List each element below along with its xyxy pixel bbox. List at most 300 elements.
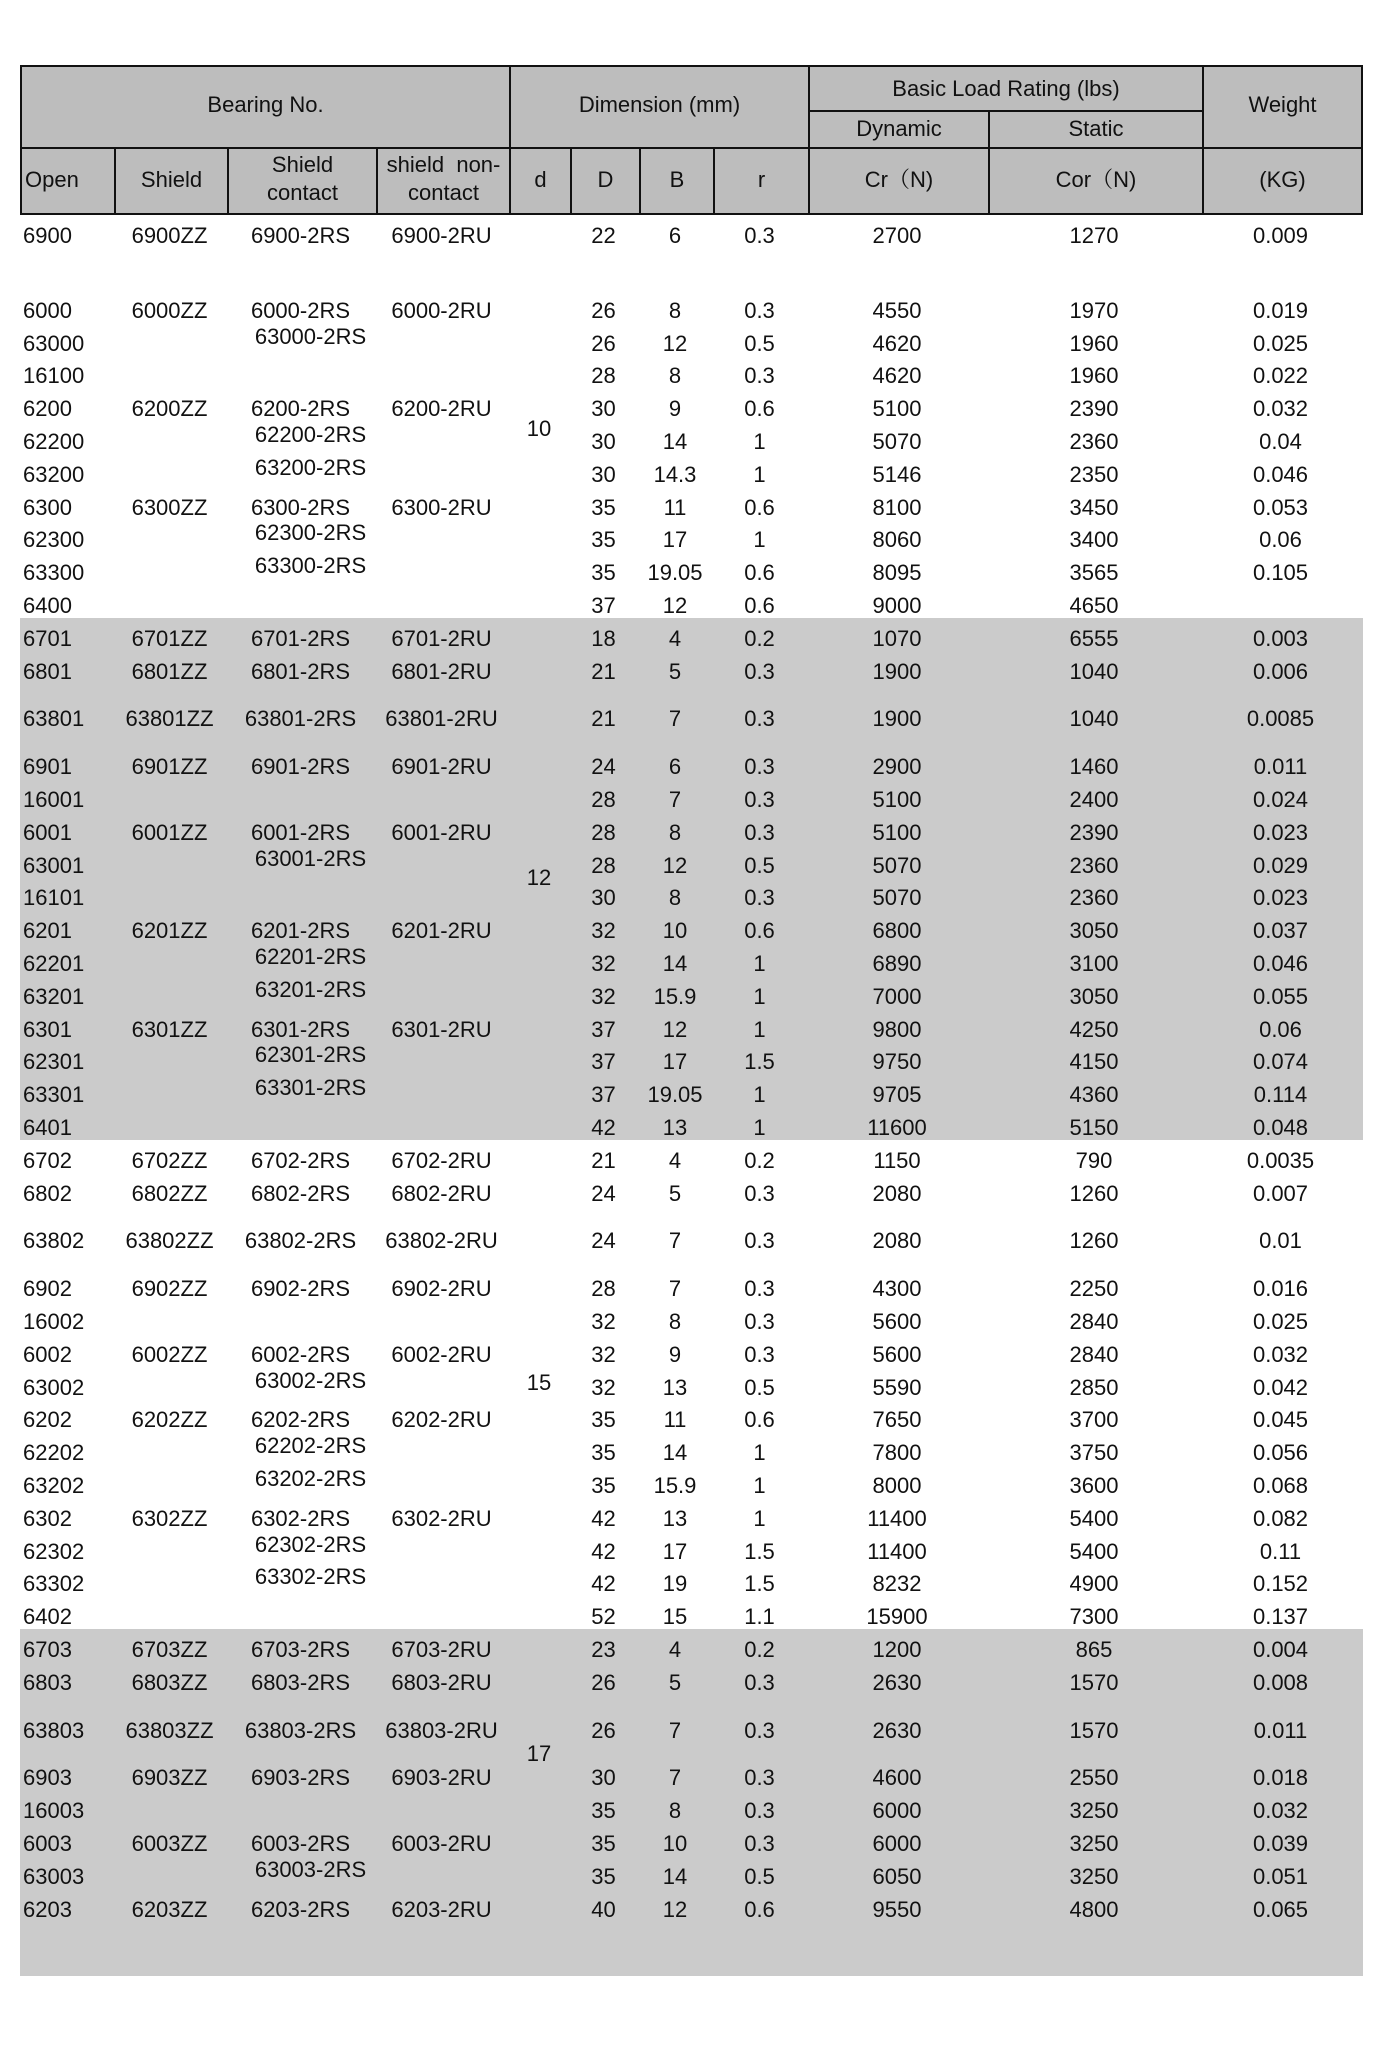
cell-D: 24: [591, 1181, 616, 1206]
cell-D: 28: [591, 820, 616, 845]
cell-open: 63001: [23, 853, 85, 878]
cell-kg: 0.051: [1252, 1864, 1309, 1889]
cell-B: 5: [668, 659, 682, 684]
cell-r: 0.3: [744, 1765, 775, 1790]
cell-open: 16100: [23, 363, 85, 388]
cell-D: 35: [591, 527, 616, 552]
cell-shield: 6202ZZ: [131, 1407, 208, 1432]
cell-B: 7: [668, 706, 682, 731]
cell-noncontact: 6803-2RU: [391, 1670, 492, 1695]
cell-open: 6903: [23, 1765, 72, 1790]
cell-seal-merged: [114, 1496, 507, 1528]
cell-cr: 6000: [872, 1831, 922, 1856]
cell-cr: 11400: [867, 1539, 927, 1564]
cell-r: 0.3: [744, 706, 775, 731]
cell-r: 0.5: [744, 853, 775, 878]
cell-kg: 0.023: [1252, 820, 1309, 845]
cell-shield: 6003ZZ: [131, 1831, 208, 1856]
cell-seal-merged: [114, 1594, 507, 1626]
cell-D: 26: [591, 298, 616, 323]
cell-cr: 9000: [872, 593, 922, 618]
cell-open: 6702: [23, 1148, 72, 1173]
cell-seal-merged: [114, 908, 507, 940]
cell-kg: 0.06: [1259, 527, 1302, 552]
cell-cr: 7000: [872, 984, 922, 1009]
cell-B: 14: [662, 1864, 688, 1889]
cell-cor: 2360: [1069, 885, 1119, 910]
cell-open: 6803: [23, 1670, 72, 1695]
cell-kg: 0.009: [1252, 223, 1309, 248]
cell-cr: 1200: [872, 1637, 922, 1662]
cell-B: 12: [662, 853, 688, 878]
table-row: [20, 656, 1363, 688]
table-header: [20, 65, 1363, 215]
cell-r: 0.3: [744, 1670, 775, 1695]
cell-cor: 4650: [1069, 593, 1119, 618]
cell-cor: 5150: [1069, 1115, 1119, 1140]
header-noncontact-1: shield non-: [386, 152, 501, 177]
cell-noncontact: 6003-2RU: [391, 1831, 492, 1856]
cell-kg: 0.01: [1259, 1228, 1302, 1253]
cell-kg: 0.008: [1252, 1670, 1309, 1695]
cell-seal-merged: [114, 213, 507, 245]
cell-r: 1: [753, 527, 766, 552]
cell-cor: 2390: [1069, 396, 1119, 421]
cell-shield: 6702ZZ: [131, 1148, 208, 1173]
cell-r: 0.6: [744, 593, 775, 618]
cell-r: 1.5: [744, 1571, 775, 1596]
cell-noncontact: 6002-2RU: [391, 1342, 492, 1367]
cell-kg: 0.055: [1252, 984, 1309, 1009]
cell-cor: 3250: [1069, 1864, 1119, 1889]
cell-kg: 0.137: [1252, 1604, 1309, 1629]
cell-r: 0.3: [744, 787, 775, 812]
cell-seal-merged: [114, 1708, 507, 1740]
cell-kg: 0.011: [1253, 754, 1308, 779]
cell-kg: 0.032: [1252, 1342, 1309, 1367]
cell-open: 62301: [23, 1049, 85, 1074]
cell-kg: 0.045: [1252, 1407, 1309, 1432]
cell-shield: 6902ZZ: [131, 1276, 208, 1301]
cell-open: 6200: [23, 396, 72, 421]
cell-B: 12: [662, 331, 688, 356]
cell-contact: 6902-2RS: [250, 1276, 351, 1301]
cell-cor: 4800: [1069, 1897, 1119, 1922]
cell-cor: 2850: [1069, 1375, 1119, 1400]
cell-cor: 2840: [1069, 1309, 1119, 1334]
header-dimension: Dimension (mm): [578, 92, 741, 117]
cell-D: 30: [591, 396, 616, 421]
cell-seal-merged: [114, 1266, 507, 1298]
cell-kg: 0.023: [1252, 885, 1309, 910]
cell-cr: 5146: [872, 462, 922, 487]
cell-cr: 5070: [872, 853, 922, 878]
cell-shield: 6801ZZ: [131, 659, 208, 684]
header-D: D: [597, 167, 614, 192]
cell-B: 9: [668, 1342, 682, 1367]
cell-B: 6: [668, 223, 682, 248]
cell-open: 6000: [23, 298, 72, 323]
cell-seal-merged: [114, 485, 507, 517]
cell-B: 4: [668, 626, 682, 651]
cell-cr: 6890: [872, 951, 922, 976]
cell-seal-merged: [114, 1171, 507, 1203]
cell-B: 7: [668, 1718, 682, 1743]
header-r: r: [757, 167, 766, 192]
cell-shield: 6201ZZ: [131, 918, 208, 943]
cell-r: 0.3: [744, 1342, 775, 1367]
cell-kg: 0.046: [1252, 462, 1309, 487]
cell-cr: 5070: [872, 885, 922, 910]
cell-cor: 5400: [1069, 1506, 1119, 1531]
cell-contact: 6802-2RS: [250, 1181, 351, 1206]
cell-B: 12: [662, 593, 688, 618]
cell-shield: 6300ZZ: [131, 495, 208, 520]
cell-noncontact: 6902-2RU: [391, 1276, 492, 1301]
cell-cor: 865: [1075, 1637, 1113, 1662]
cell-contact: 6803-2RS: [250, 1670, 351, 1695]
cell-D: 24: [591, 754, 616, 779]
cell-B: 4: [668, 1637, 682, 1662]
header-load-rating: Basic Load Rating (lbs): [892, 76, 1120, 101]
cell-seal-merged: 62202-2RS: [254, 1433, 367, 1458]
cell-cor: 2360: [1069, 853, 1119, 878]
cell-cr: 2080: [872, 1228, 922, 1253]
cell-D: 23: [591, 1637, 616, 1662]
cell-contact: 6002-2RS: [250, 1342, 351, 1367]
cell-open: 6001: [23, 820, 72, 845]
cell-kg: 0.0035: [1246, 1148, 1315, 1173]
cell-noncontact: 6301-2RU: [391, 1017, 492, 1042]
cell-seal-merged: 63302-2RS: [254, 1564, 367, 1589]
cell-cr: 5100: [872, 396, 922, 421]
cell-r: 0.6: [744, 918, 775, 943]
cell-B: 13: [662, 1375, 688, 1400]
cell-D: 21: [591, 706, 616, 731]
cell-r: 0.3: [744, 298, 775, 323]
cell-B: 14: [662, 1440, 688, 1465]
cell-kg: 0.068: [1252, 1473, 1309, 1498]
cell-D: 42: [591, 1539, 616, 1564]
cell-r: 0.2: [744, 1637, 775, 1662]
cell-cr: 4550: [872, 298, 922, 323]
cell-kg: 0.053: [1252, 495, 1309, 520]
cell-D: 32: [591, 1309, 616, 1334]
cell-open: 6300: [23, 495, 72, 520]
cell-cr: 1900: [872, 659, 922, 684]
cell-cr: 9550: [872, 1897, 922, 1922]
cell-cr: 9750: [872, 1049, 922, 1074]
cell-noncontact: 6702-2RU: [391, 1148, 492, 1173]
cell-cr: 5590: [872, 1375, 922, 1400]
cell-D: 37: [591, 1049, 616, 1074]
cell-B: 10: [662, 1831, 688, 1856]
cell-noncontact: 6701-2RU: [391, 626, 492, 651]
cell-open: 62201: [23, 951, 85, 976]
table-row: [20, 1667, 1363, 1699]
cell-cr: 4600: [872, 1765, 922, 1790]
cell-B: 15: [662, 1604, 688, 1629]
table-row: [20, 1178, 1363, 1210]
cell-seal-merged: [114, 353, 507, 385]
cell-cor: 3100: [1069, 951, 1119, 976]
header-bearing-no: Bearing No.: [207, 92, 324, 117]
cell-D: 18: [591, 626, 616, 651]
cell-seal-merged: 62201-2RS: [254, 944, 367, 969]
cell-shield: 6203ZZ: [131, 1897, 208, 1922]
cell-noncontact: 6300-2RU: [391, 495, 492, 520]
cell-shield: 6200ZZ: [131, 396, 208, 421]
cell-r: 0.3: [744, 1798, 775, 1823]
cell-seal-merged: [114, 1299, 507, 1331]
cell-r: 0.3: [744, 1181, 775, 1206]
cell-seal-merged: [114, 1887, 507, 1919]
cell-r: 1: [753, 1506, 766, 1531]
cell-r: 0.3: [744, 223, 775, 248]
cell-D: 30: [591, 462, 616, 487]
cell-contact: 6801-2RS: [250, 659, 351, 684]
header-open: Open: [25, 167, 79, 192]
cell-cor: 3050: [1069, 984, 1119, 1009]
cell-B: 7: [668, 1765, 682, 1790]
cell-cr: 15900: [866, 1604, 928, 1629]
header-B: B: [669, 167, 685, 192]
cell-r: 0.3: [744, 754, 775, 779]
cell-noncontact: 6200-2RU: [391, 396, 492, 421]
cell-open: 63003: [23, 1864, 85, 1889]
cell-open: 6201: [23, 918, 72, 943]
table-row: [20, 1715, 1363, 1747]
cell-shield: 6803ZZ: [131, 1670, 208, 1695]
cell-cor: 3450: [1069, 495, 1119, 520]
cell-cor: 2390: [1069, 820, 1119, 845]
cell-shield: 6000ZZ: [131, 298, 208, 323]
cell-D: 28: [591, 853, 616, 878]
cell-B: 8: [668, 1309, 682, 1334]
header-shield-contact-2: contact: [267, 180, 338, 205]
cell-kg: 0.048: [1252, 1115, 1309, 1140]
cell-B: 19: [662, 1571, 688, 1596]
cell-cr: 11600: [867, 1115, 927, 1140]
cell-B: 6: [668, 754, 682, 779]
cell-contact: 6901-2RS: [250, 754, 351, 779]
cell-D: 37: [591, 593, 616, 618]
cell-noncontact: 6203-2RU: [391, 1897, 492, 1922]
cell-B: 7: [668, 1276, 682, 1301]
cell-noncontact: 6000-2RU: [391, 298, 492, 323]
cell-B: 19.05: [647, 1082, 703, 1107]
cell-kg: 0.029: [1252, 853, 1309, 878]
cell-open: 6901: [23, 754, 72, 779]
cell-contact: 6703-2RS: [250, 1637, 351, 1662]
cell-D: 35: [591, 1864, 616, 1889]
cell-kg: 0.056: [1252, 1440, 1309, 1465]
cell-cor: 5400: [1069, 1539, 1119, 1564]
cell-open: 63201: [23, 984, 85, 1009]
cell-r: 0.3: [744, 1309, 775, 1334]
cell-contact: 6301-2RS: [250, 1017, 351, 1042]
cell-seal-merged: 62200-2RS: [254, 422, 367, 447]
cell-open: 6802: [23, 1181, 72, 1206]
cell-contact: 6300-2RS: [250, 495, 351, 520]
cell-r: 1: [753, 951, 766, 976]
cell-shield: 6703ZZ: [131, 1637, 208, 1662]
cell-seal-merged: [114, 810, 507, 842]
cell-open: 6703: [23, 1637, 72, 1662]
cell-contact: 6201-2RS: [250, 918, 351, 943]
cell-kg: 0.022: [1252, 363, 1309, 388]
cell-seal-merged: [114, 1627, 507, 1659]
cell-B: 11: [663, 495, 687, 520]
cell-noncontact: 6801-2RU: [391, 659, 492, 684]
cell-cor: 1970: [1069, 298, 1119, 323]
cell-B: 12: [662, 1897, 688, 1922]
cell-B: 17: [662, 1539, 688, 1564]
cell-B: 9: [668, 396, 682, 421]
cell-r: 0.3: [744, 659, 775, 684]
cell-noncontact: 6901-2RU: [391, 754, 492, 779]
cell-D: 32: [591, 951, 616, 976]
cell-shield: 6903ZZ: [131, 1765, 208, 1790]
cell-noncontact: 6001-2RU: [391, 820, 492, 845]
cell-cor: 1960: [1069, 331, 1119, 356]
cell-seal-merged: [114, 1007, 507, 1039]
cell-open: 16002: [23, 1309, 85, 1334]
cell-D: 52: [591, 1604, 616, 1629]
cell-cor: 1040: [1069, 659, 1119, 684]
cell-noncontact: 6202-2RU: [391, 1407, 492, 1432]
cell-seal-merged: 63001-2RS: [254, 846, 367, 871]
cell-r: 0.3: [744, 1831, 775, 1856]
cell-kg: 0.082: [1252, 1506, 1309, 1531]
cell-open: 6203: [23, 1897, 72, 1922]
cell-shield: 6302ZZ: [131, 1506, 208, 1531]
cell-seal-merged: 63301-2RS: [254, 1075, 367, 1100]
cell-cr: 4620: [872, 331, 922, 356]
cell-cor: 2250: [1069, 1276, 1119, 1301]
cell-open: 16001: [23, 787, 85, 812]
cell-shield: 6001ZZ: [131, 820, 208, 845]
cell-D: 30: [591, 429, 616, 454]
cell-cr: 8232: [872, 1571, 922, 1596]
cell-seal-merged: [114, 1138, 507, 1170]
cell-seal-merged: 62300-2RS: [254, 520, 367, 545]
cell-shield: 6900ZZ: [131, 223, 208, 248]
cell-contact: 6702-2RS: [250, 1148, 351, 1173]
cell-D: 22: [591, 223, 616, 248]
cell-D: 21: [591, 659, 616, 684]
cell-B: 14: [662, 429, 688, 454]
cell-D: 37: [591, 1082, 616, 1107]
cell-cr: 11400: [867, 1506, 927, 1531]
cell-B: 19.05: [647, 560, 703, 585]
cell-seal-merged: [114, 1105, 507, 1137]
cell-noncontact: 6302-2RU: [391, 1506, 492, 1531]
cell-cr: 8000: [872, 1473, 922, 1498]
cell-cr: 4620: [872, 363, 922, 388]
cell-cr: 1900: [872, 706, 922, 731]
cell-B: 12: [662, 1017, 688, 1042]
cell-cor: 2550: [1069, 1765, 1119, 1790]
cell-kg: 0.042: [1252, 1375, 1309, 1400]
cell-D: 28: [591, 787, 616, 812]
cell-noncontact: 63802-2RU: [385, 1228, 498, 1253]
cell-cor: 4900: [1069, 1571, 1119, 1596]
cell-open: 6801: [23, 659, 72, 684]
cell-open: 63202: [23, 1473, 85, 1498]
cell-kg: 0.018: [1252, 1765, 1309, 1790]
cell-open: 63803: [23, 1718, 85, 1743]
cell-cr: 9705: [872, 1082, 922, 1107]
cell-cr: 5600: [872, 1342, 922, 1367]
cell-r: 0.2: [744, 626, 775, 651]
cell-noncontact: 6703-2RU: [391, 1637, 492, 1662]
cell-open: 16003: [23, 1798, 85, 1823]
cell-D: 30: [591, 1765, 616, 1790]
cell-D: 32: [591, 1375, 616, 1400]
cell-cr: 2630: [872, 1718, 922, 1743]
cell-r: 1: [753, 984, 766, 1009]
cell-cor: 1570: [1069, 1670, 1119, 1695]
cell-B: 4: [668, 1148, 682, 1173]
cell-B: 17: [662, 527, 688, 552]
cell-kg: 0.037: [1252, 918, 1309, 943]
cell-cor: 7300: [1069, 1604, 1119, 1629]
cell-D: 37: [591, 1017, 616, 1042]
cell-cr: 6800: [872, 918, 922, 943]
cell-kg: 0.011: [1253, 1718, 1308, 1743]
cell-D: 35: [591, 495, 616, 520]
cell-kg: 0.0085: [1246, 706, 1315, 731]
cell-D: 28: [591, 363, 616, 388]
cell-D: 26: [591, 1718, 616, 1743]
cell-seal-merged: 63003-2RS: [254, 1857, 367, 1882]
cell-r: 1: [753, 1440, 766, 1465]
cell-seal-merged: [114, 1788, 507, 1820]
cell-open: 6301: [23, 1017, 72, 1042]
cell-shield: 6802ZZ: [131, 1181, 208, 1206]
cell-B: 8: [668, 1798, 682, 1823]
cell-D: 42: [591, 1571, 616, 1596]
cell-seal-merged: [114, 1821, 507, 1853]
cell-cr: 2700: [872, 223, 922, 248]
cell-B: 13: [662, 1506, 688, 1531]
cell-seal-merged: 63000-2RS: [254, 324, 367, 349]
cell-seal-merged: [114, 744, 507, 776]
cell-open: 63302: [23, 1571, 85, 1596]
cell-kg: 0.025: [1252, 1309, 1309, 1334]
cell-B: 15.9: [653, 1473, 697, 1498]
cell-cr: 4300: [872, 1276, 922, 1301]
cell-cr: 7800: [872, 1440, 922, 1465]
cell-r: 0.2: [744, 1148, 775, 1173]
cell-open: 6302: [23, 1506, 72, 1531]
cell-cr: 8060: [872, 527, 922, 552]
cell-seal-merged: [114, 1660, 507, 1692]
cell-shield: 6301ZZ: [131, 1017, 208, 1042]
cell-cr: 2080: [872, 1181, 922, 1206]
cell-cor: 4250: [1069, 1017, 1119, 1042]
cell-B: 8: [668, 363, 682, 388]
header-cr: Cr（N): [864, 167, 934, 192]
cell-kg: 0.003: [1252, 626, 1309, 651]
cell-cor: 1260: [1069, 1181, 1119, 1206]
cell-shield: 6701ZZ: [131, 626, 208, 651]
cell-cr: 5070: [872, 429, 922, 454]
cell-open: 16101: [23, 885, 85, 910]
cell-kg: 0.004: [1252, 1637, 1309, 1662]
cell-open: 6003: [23, 1831, 72, 1856]
